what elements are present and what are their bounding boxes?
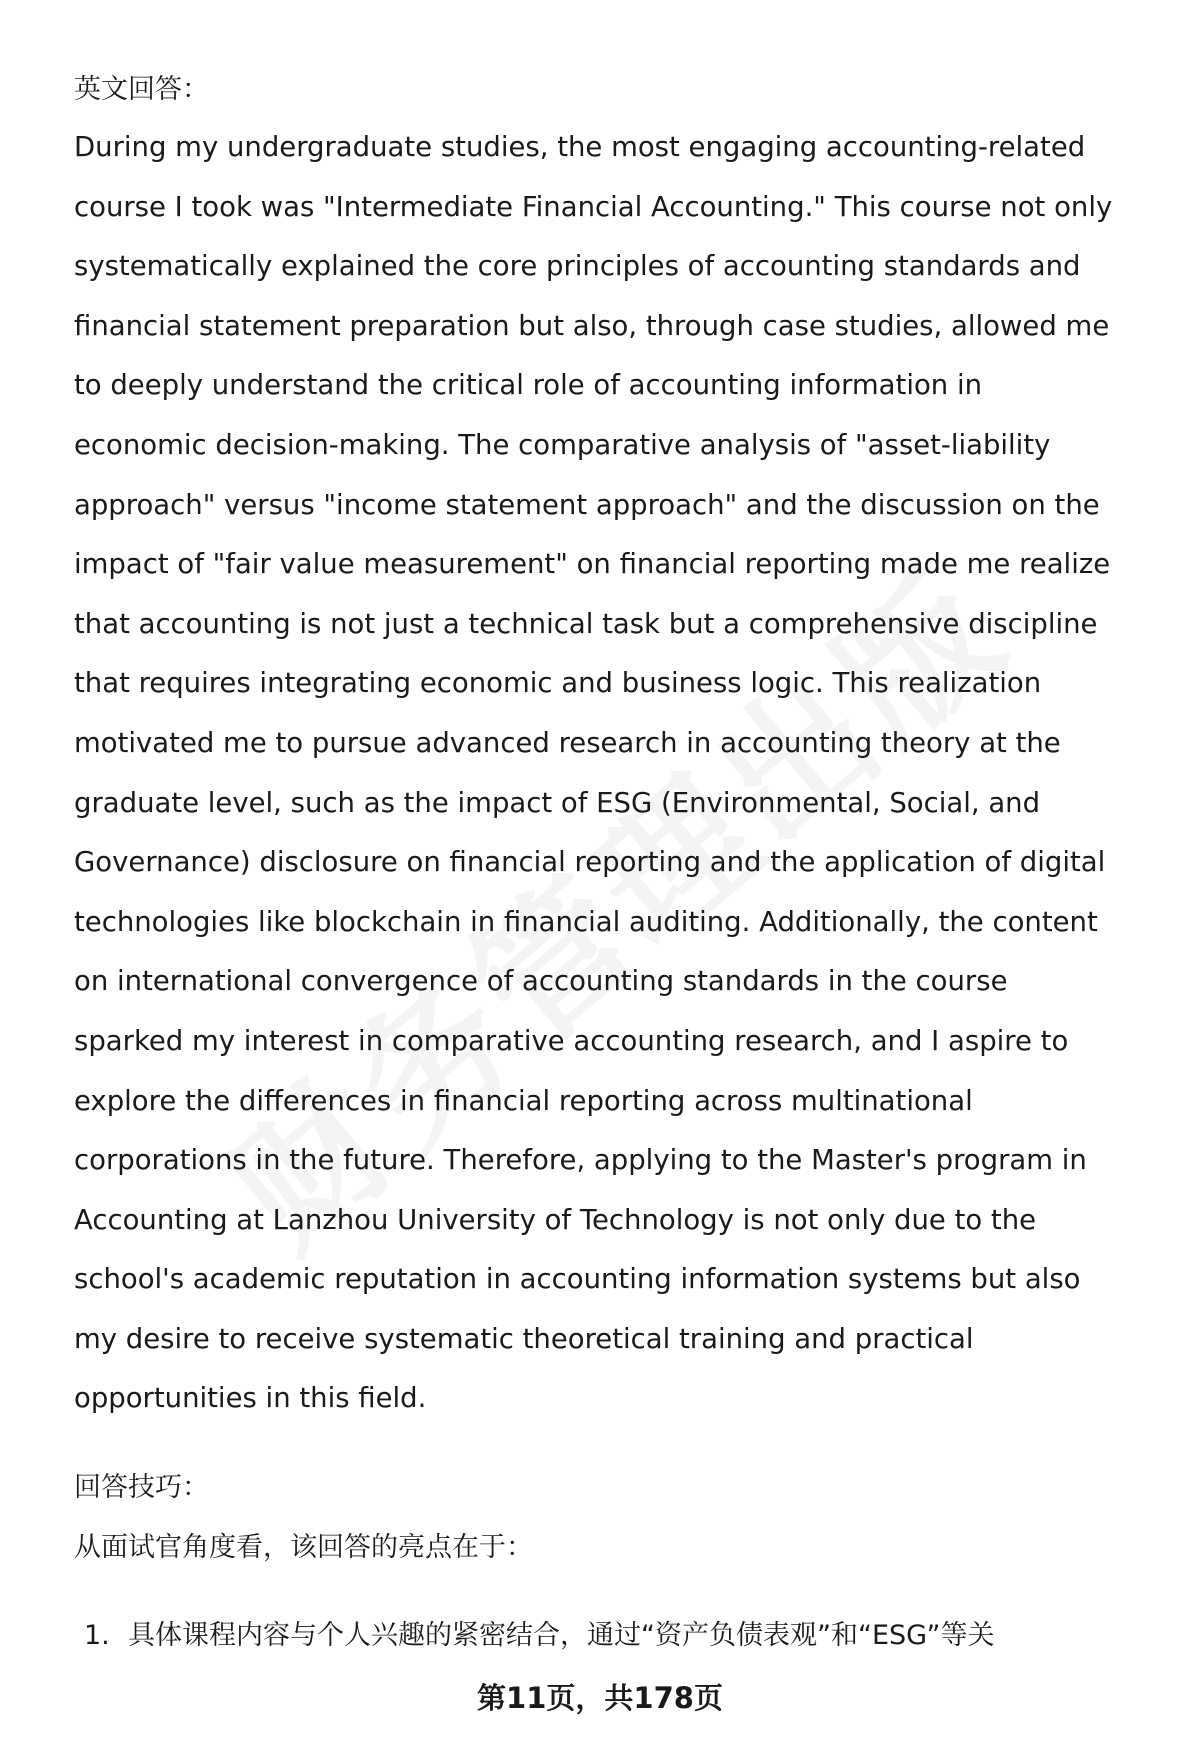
answer-line: on international convergence of accounting standards in the course [74, 965, 1008, 998]
answer-line: school's academic reputation in accounting information systems but also [74, 1263, 1081, 1296]
answer-line: Accounting at Lanzhou University of Technology is not only due to the [74, 1203, 1037, 1236]
answer-line: impact of "fair value measurement" on financial reporting made me realize [74, 548, 1111, 581]
answer-line: systematically explained the core principles of accounting standards and [74, 250, 1081, 283]
answer-line: Governance) disclosure on financial reporting and the application of digital [74, 846, 1106, 879]
answer-line: my desire to receive systematic theoretical training and practical [74, 1322, 974, 1355]
english-answer-heading: 英文回答： [74, 74, 209, 105]
tips-intro: 从面试官角度看，该回答的亮点在于： [74, 1532, 533, 1563]
answer-line: opportunities in this field. [74, 1382, 427, 1415]
answer-line: During my undergraduate studies, the most engaging accounting-related [74, 131, 1086, 163]
answer-line: that accounting is not just a technical task but a comprehensive discipline [74, 607, 1098, 640]
english-answer-paragraph [74, 118, 1154, 1429]
list-item-text: 具体课程内容与个人兴趣的紧密结合，通过“资产负债表观”和“ESG”等关 [128, 1620, 995, 1651]
answer-line: that requires integrating economic and business logic. This realization [74, 667, 1042, 700]
list-item-number: 1. [84, 1620, 110, 1651]
answer-line: financial statement preparation but also, through case studies, allowed me [74, 309, 1110, 342]
answer-line: motivated me to pursue advanced research in accounting theory at the [74, 726, 1061, 759]
answer-line: graduate level, such as the impact of ESG (Environmental, Social, and [74, 786, 1041, 819]
answer-line: explore the differences in financial reporting across multinational [74, 1084, 973, 1117]
answer-line: course I took was "Intermediate Financial Accounting." This course not only [74, 190, 1113, 223]
answer-line: economic decision-making. The comparative analysis of "asset-liability [74, 428, 1051, 461]
list-item [84, 1618, 994, 1654]
answer-line: to deeply understand the critical role of accounting information in [74, 369, 983, 402]
answer-line: technologies like blockchain in financial auditing. Additionally, the content [74, 905, 1098, 938]
page-number-footer: 第11页，共178页 [477, 1681, 723, 1715]
answer-line: approach" versus "income statement approach" and the discussion on the [74, 488, 1100, 521]
answer-line: sparked my interest in comparative accounting research, and I aspire to [74, 1024, 1069, 1057]
tips-heading: 回答技巧： [74, 1472, 209, 1503]
answer-line: corporations in the future. Therefore, applying to the Master's program in [74, 1144, 1087, 1177]
